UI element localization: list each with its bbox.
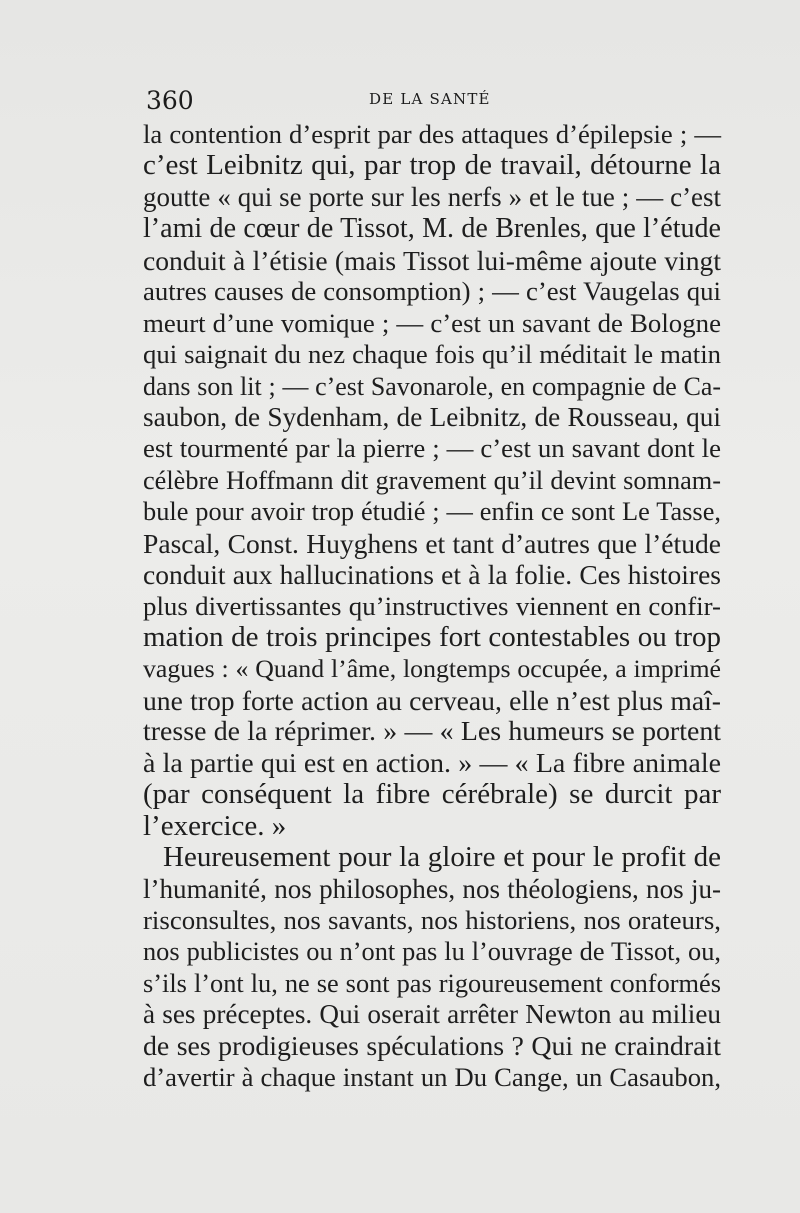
text-line: vagues : « Quand l’âme, longtemps occupée, a imprimé bbox=[143, 654, 721, 684]
text-line: goutte « qui se porte sur les nerfs » et le tue ; — c’est bbox=[143, 181, 721, 212]
text-line: s’ils l’ont lu, ne se sont pas rigoureusement conformés bbox=[143, 968, 721, 998]
page-number: 360 bbox=[146, 86, 194, 115]
paragraph-start-line: Heureusement pour la gloire et pour le profit de bbox=[163, 841, 721, 874]
body-text bbox=[143, 119, 721, 1094]
text-line: bule pour avoir trop étudié ; — enfin ce sont Le Tasse, bbox=[143, 496, 721, 527]
text-line: meurt d’une vomique ; — c’est un savant de Bologne bbox=[143, 307, 721, 338]
text-line: à la partie qui est en action. » — « La fibre animale bbox=[143, 747, 721, 779]
text-line: saubon, de Sydenham, de Leibnitz, de Rousseau, qui bbox=[143, 401, 721, 432]
text-line: conduit à l’étisie (mais Tissot lui-même ajoute vingt bbox=[143, 244, 721, 276]
text-line: plus divertissantes qu’instructives viennent en confir- bbox=[143, 590, 721, 621]
text-line: qui saignait du nez chaque fois qu’il méditait le matin bbox=[143, 339, 721, 370]
text-line: tresse de la réprimer. » — « Les humeurs se portent bbox=[143, 716, 721, 748]
text-line: l’ami de cœur de Tissot, M. de Brenles, que l’étude bbox=[143, 213, 721, 245]
text-line: Pascal, Const. Huyghens et tant d’autres que l’étude bbox=[143, 527, 721, 559]
text-line: dans son lit ; — c’est Savonarole, en compagnie de Ca- bbox=[143, 371, 721, 401]
text-line: est tourmenté par la pierre ; — c’est un savant dont le bbox=[143, 433, 721, 464]
text-line: (par conséquent la fibre cérébrale) se durcit par bbox=[143, 778, 721, 811]
text-line: de ses prodigieuses spéculations ? Qui ne craindrait bbox=[143, 1030, 721, 1062]
text-line: célèbre Hoffmann dit gravement qu’il devint somnam- bbox=[143, 465, 721, 495]
text-line: c’est Leibnitz qui, par trop de travail, détourne la bbox=[143, 149, 721, 182]
text-line: risconsultes, nos savants, nos historiens, nos orateurs, bbox=[143, 904, 721, 935]
text-line: la contention d’esprit par des attaques d’épilepsie ; — bbox=[143, 119, 721, 149]
page-header bbox=[144, 80, 720, 116]
text-line: autres causes de consomption) ; — c’est Vaugelas qui bbox=[143, 276, 721, 307]
paragraph-end-line: l’exercice. » bbox=[143, 809, 287, 842]
text-line: une trop forte action au cerveau, elle n’est plus maî- bbox=[143, 684, 721, 716]
text-line: mation de trois principes fort contestables ou trop bbox=[143, 621, 721, 653]
text-line: à ses préceptes. Qui oserait arrêter Newton au milieu bbox=[143, 999, 721, 1030]
running-title: DE LA SANTÉ bbox=[369, 90, 491, 108]
text-line: l’humanité, nos philosophes, nos théologiens, nos ju- bbox=[143, 873, 721, 904]
text-line: d’avertir à chaque instant un Du Cange, un Casaubon, bbox=[143, 1062, 721, 1093]
text-line: nos publicistes ou n’ont pas lu l’ouvrage de Tissot, ou, bbox=[143, 937, 721, 967]
text-line: conduit aux hallucinations et à la folie. Ces histoires bbox=[143, 559, 721, 591]
